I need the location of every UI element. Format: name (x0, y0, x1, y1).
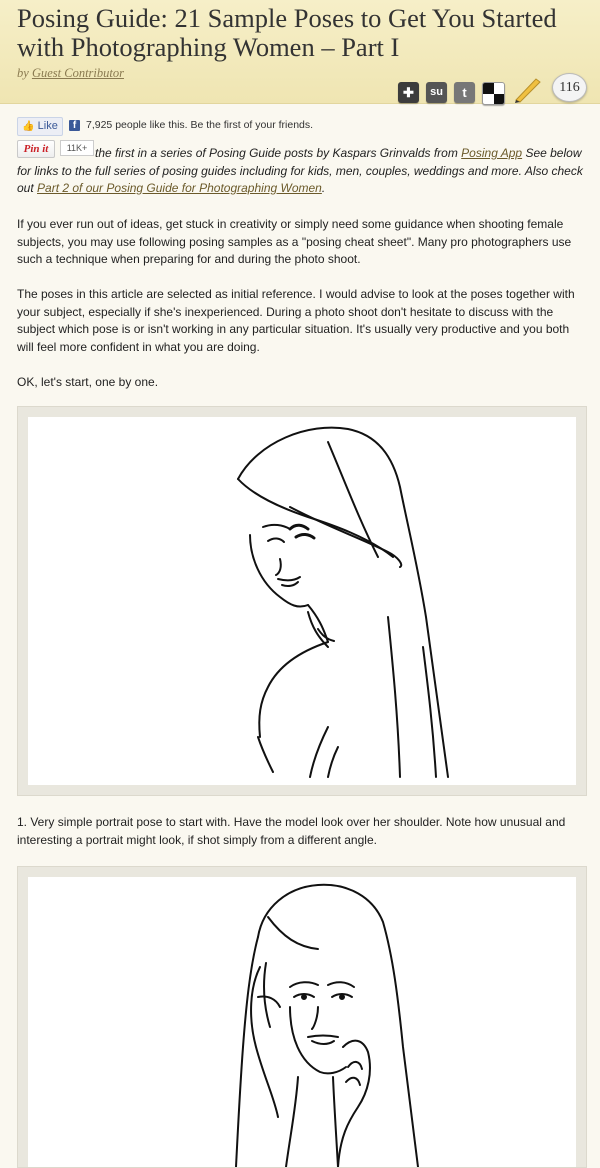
paragraph-cheat-sheet: If you ever run out of ideas, get stuck in creativity or simply need some guidance when shooting female subjects, you may use following posing samples as a "posing cheat sheet". Many pro photographers use such a technique when preparing for and during the photo shoot. (17, 217, 572, 266)
intro-text-b: See below for links to the full series of posing guides including for kids, men, couples, weddings and more. Also check out (17, 146, 583, 195)
comment-count-bubble[interactable]: 116 (552, 73, 587, 102)
pose-1-illustration (28, 417, 576, 785)
paragraph-start: OK, let's start, one by one. (17, 375, 159, 389)
digg-icon[interactable]: ✚ (398, 82, 419, 103)
twitter-icon[interactable]: t (454, 82, 475, 103)
pin-it-button[interactable]: Pin it (17, 140, 55, 158)
pose-1-caption: 1. Very simple portrait pose to start with. Have the model look over her shoulder. Note how unusual and interesting a portrait might look, if shot simply from a different angle. (17, 815, 566, 847)
thumbs-up-icon: 👍 (22, 121, 35, 132)
pin-count: 11K+ (60, 140, 94, 156)
byline-prefix: by (17, 66, 29, 80)
paragraph-reference: The poses in this article are selected as initial reference. I would advise to look at the poses together with your subject, especially if she's inexperienced. During a photo shoot don't hesitate to discuss with the subject which pose is or isn't working in any particular situation. It's usually very productive and you both will feel more confident in what you are doing. (17, 287, 575, 354)
pencil-icon[interactable] (512, 78, 542, 104)
intro-text-c: . (321, 181, 326, 195)
pose-2-illustration (28, 877, 576, 1167)
intro-paragraph (17, 145, 585, 198)
article-title: Posing Guide: 21 Sample Poses to Get You Started with Photographing Women – Part I (17, 3, 557, 62)
intro-text-a: the first in a series of Posing Guide posts by Kaspars Grinvalds from (95, 146, 462, 160)
stumbleupon-icon[interactable]: su (426, 82, 447, 103)
facebook-icon: f (69, 120, 80, 131)
author-link[interactable]: Guest Contributor (31, 66, 124, 80)
part-2-link[interactable]: Part 2 of our Posing Guide for Photographing Women (37, 181, 322, 195)
facebook-like-label: Like (37, 120, 58, 132)
pose-2-figure (17, 866, 587, 1168)
pose-1-figure (17, 406, 587, 796)
facebook-like-count: 7,925 people like this. Be the first of your friends. (86, 119, 314, 131)
facebook-like-button[interactable] (17, 117, 63, 136)
tweetmeme-icon[interactable] (482, 82, 505, 105)
article-header (0, 0, 600, 104)
byline (17, 66, 124, 81)
posing-app-link[interactable]: Posing App (461, 146, 523, 160)
